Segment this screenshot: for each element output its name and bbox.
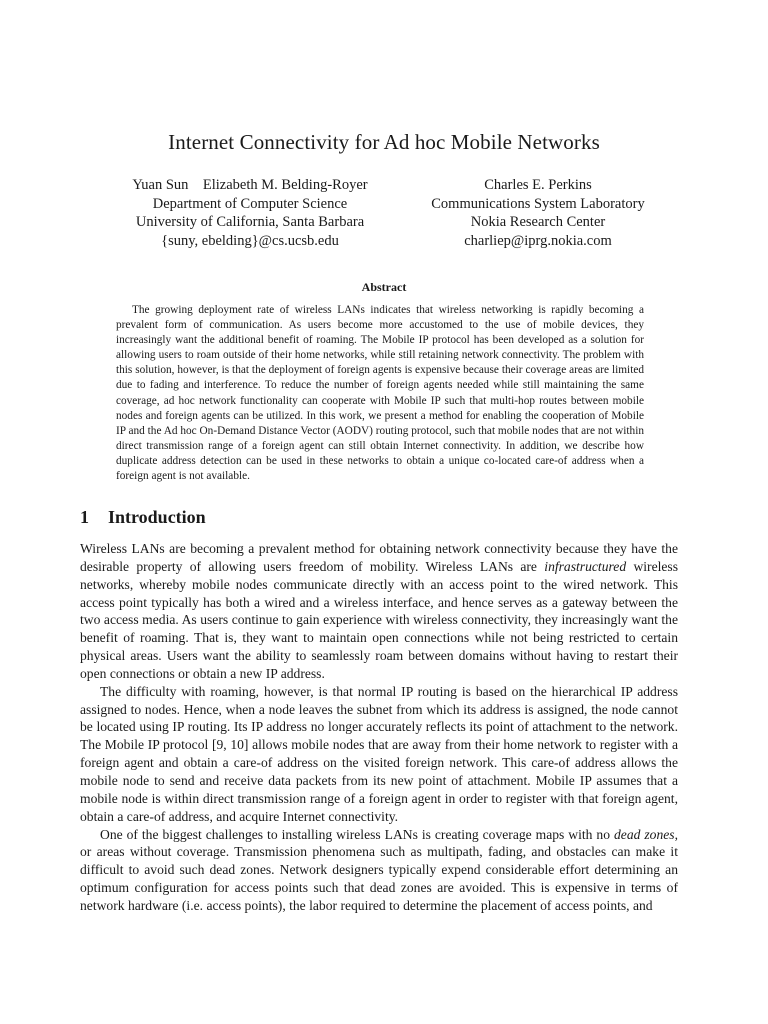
paragraph-3-text-b: , or areas without coverage. Transmission phenomena such as multipath, fading, and obstacles can make it difficult to avoid such dead zones. Network designers typically expend considerable effort determining an optimum configuration for access points such that dead zones are avoided. This is expensive in terms of network hardware (i.e. access points), the labor required to determine the placement of access points, and [80,826,679,913]
author-name: Charles E. Perkins [484,177,592,193]
section-heading [80,507,206,528]
author-email: {suny, ebelding}@cs.ucsb.edu [161,232,339,249]
section-number: 1 [80,507,89,527]
author-department: Department of Computer Science [152,195,348,212]
abstract-heading: Abstract [361,280,407,294]
author-block-ucsb [100,176,400,250]
author-names: Yuan Sun Elizabeth M. Belding-Royer [132,177,368,193]
section-title: Introduction [108,507,206,527]
abstract-text: The growing deployment rate of wireless LANs indicates that wireless networking is rapidly becoming a prevalent form of communication. As users become more accustomed to the use of mobile devices, they increasingly want the additional benefit of roaming. The Mobile IP protocol has been developed as a solution for allowing users to roam outside of their home networks, while still retaining network connectivity. The problem with this solution, however, is that the deployment of foreign agents is expensive because their coverage areas are limited due to fading and interference. To reduce the number of foreign agents needed while still maintaining the same coverage, ad hoc network functionality can cooperate with Mobile IP such that multi-hop routes between mobile nodes and foreign agents can be utilized. In this work, we present a method for enabling the cooperation of Mobile IP and the Ad hoc On-Demand Distance Vector (AODV) routing protocol, such that mobile nodes that are not within direct transmission range of a foreign agent can still obtain Internet connectivity. In addition, we describe how duplicate address detection can be used in these networks to obtain a unique co-located care-of address when a foreign agent is not available. [116,304,644,483]
author-university: University of California, Santa Barbara [135,214,365,230]
paper-title: Internet Connectivity for Ad hoc Mobile Networks [168,130,600,154]
paragraph-3-text-a: One of the biggest challenges to installing wireless LANs is creating coverage maps with no [100,826,614,842]
author-block-nokia [390,176,686,250]
author-lab: Communications System Laboratory [431,195,645,212]
author-organization: Nokia Research Center [470,214,606,230]
author-email: charliep@iprg.nokia.com [464,232,612,249]
paragraph-2: The difficulty with roaming, however, is that normal IP routing is based on the hierarchical IP address assigned to nodes. Hence, when a node leaves the subnet from which its address is assigned, the node cannot be located using IP routing. Its IP address no longer accurately reflects its point of attachment to the network. The Mobile IP protocol [9, 10] allows mobile nodes that are away from their home network to register with a foreign agent and obtain a care-of address on the visited foreign network. This care-of address allows the mobile node to send and receive data packets from its new point of attachment. Mobile IP assumes that a mobile node is within direct transmission range of a foreign agent in order to register with that foreign agent, obtain a care-of address, and acquire Internet connectivity. [80,683,678,824]
abstract-body [116,303,644,484]
paragraph-1-text-b: wireless networks, whereby mobile nodes communicate directly with an access point to the wired network. This access point typically has both a wired and a wireless interface, and hence serves as a gateway between the two access media. As users continue to gain experience with wireless connectivity, they increasingly want the benefit of roaming. That is, they want to maintain open connections while not being restricted to certain physical areas. Users want the ability to seamlessly roam between domains without having to restart their open connections or obtain a new IP address. [80,558,678,681]
paragraph-3 [80,826,678,915]
emphasis-dead-zones: dead zones [614,826,675,842]
paragraph-1 [80,540,678,683]
emphasis-infrastructured: infrastructured [544,558,627,574]
introduction-body [80,540,678,915]
paragraph-1-text-a: Wireless LANs are becoming a prevalent method for obtaining network connectivity because they have the desirable property of allowing users freedom of mobility. Wireless LANs are [80,541,678,574]
